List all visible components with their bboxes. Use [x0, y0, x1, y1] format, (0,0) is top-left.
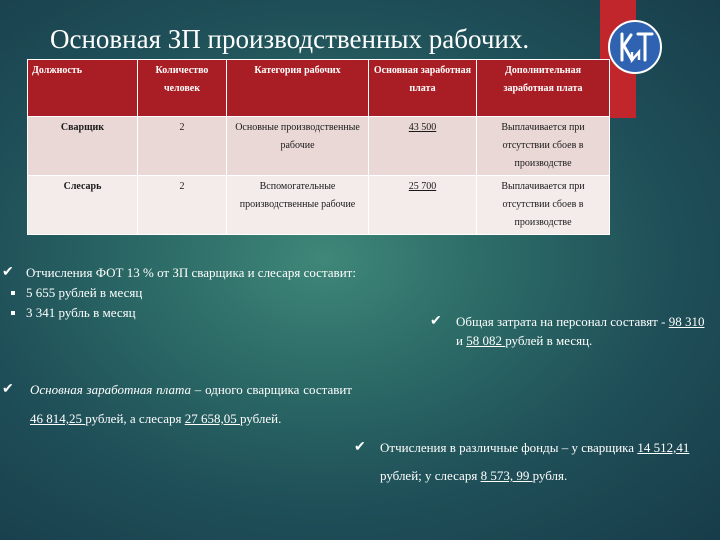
check-icon: ✔ [2, 265, 14, 280]
cell-count: 2 [138, 117, 227, 176]
funds-value: 8 573, 99 [480, 468, 533, 483]
cell-count: 2 [138, 176, 227, 235]
header-salary: Основная заработная плата [369, 60, 477, 117]
fot-item: 5 655 рублей в месяц [2, 283, 356, 303]
funds-text-part: рубля. [532, 468, 568, 483]
cell-position: Сварщик [28, 117, 138, 176]
total-text-part: рублей в месяц. [505, 333, 593, 348]
cell-salary: 43 500 [369, 117, 477, 176]
cell-position: Слесарь [28, 176, 138, 235]
cell-extra: Выплачивается при отсутствии сбоев в производстве [477, 176, 610, 235]
salary-text-part: рублей. [239, 411, 282, 426]
header-extra: Дополнительная заработная плата [477, 60, 610, 117]
staff-table [27, 59, 610, 235]
funds-value: 14 512,41 [637, 440, 690, 455]
total-text-part: Общая затрата на персонал составят - [456, 314, 669, 329]
table-header-row [28, 60, 610, 117]
salary-text [2, 375, 352, 433]
header-count: Количество человек [138, 60, 227, 117]
total-text [430, 312, 705, 350]
funds-text-part: рублей; у слесаря [380, 468, 481, 483]
logo-glyph [612, 24, 658, 70]
check-icon: ✔ [430, 314, 442, 329]
salary-value: 46 814,25 [30, 411, 86, 426]
funds-text [354, 434, 704, 490]
funds-text-part: Отчисления в различные фонды – у сварщика [380, 440, 638, 455]
salary-value: 27 658,05 [184, 411, 240, 426]
table-row [28, 117, 610, 176]
total-value: 58 082 [466, 333, 506, 348]
salary-text-part: Основная заработная плата – [30, 382, 206, 397]
salary-text-part: одного сварщика составит [205, 382, 352, 397]
cell-extra: Выплачивается при отсутствии сбоев в производстве [477, 117, 610, 176]
page-title: Основная ЗП производственных рабочих. [50, 24, 530, 54]
cell-salary: 25 700 [369, 176, 477, 235]
fot-block [2, 263, 356, 323]
fot-item: 3 341 рубль в месяц [2, 303, 356, 323]
total-block [430, 312, 705, 350]
cell-category: Основные производственные рабочие [227, 117, 369, 176]
header-position: Должность [28, 60, 138, 117]
company-logo-icon [608, 20, 662, 74]
total-text-part: и [456, 333, 467, 348]
check-icon: ✔ [2, 382, 14, 397]
cell-category: Вспомогательные производственные рабочие [227, 176, 369, 235]
fot-text: Отчисления ФОТ 13 % от ЗП сварщика и слесаря составит: [26, 265, 356, 280]
check-icon: ✔ [354, 440, 366, 455]
table-row [28, 176, 610, 235]
header-category: Категория рабочих [227, 60, 369, 117]
funds-block [354, 434, 704, 490]
salary-text-part: рублей, а слесаря [85, 411, 185, 426]
salary-block [2, 375, 352, 433]
total-value: 98 310 [668, 314, 705, 329]
